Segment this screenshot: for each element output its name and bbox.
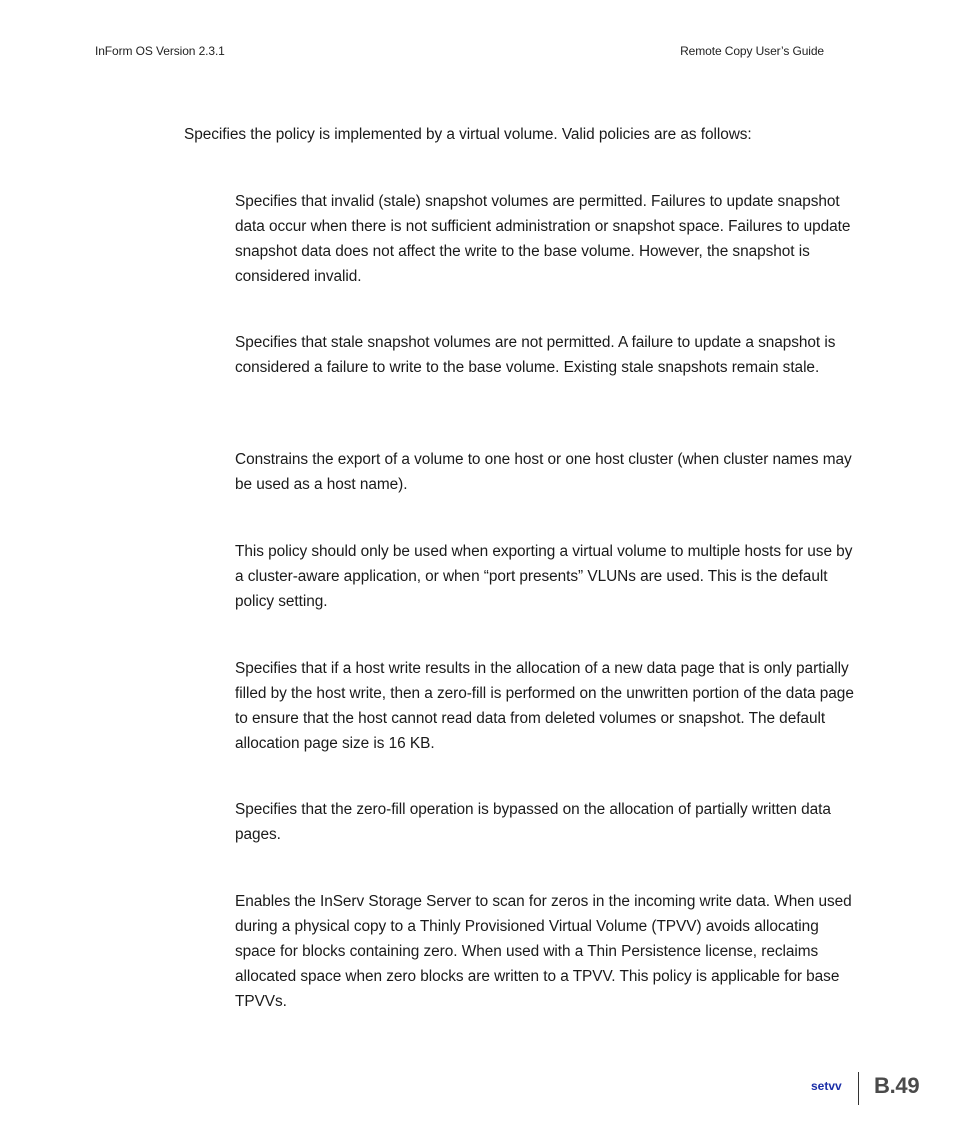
policy-description: Specifies that invalid (stale) snapshot volumes are permitted. Failures to update snapshot data occur when there is not sufficient administration or snapshot space. Failures to update snapshot data does not affect the write to the base volume. However, the snapshot is considered invalid. xyxy=(235,193,851,285)
policy-description: Constrains the export of a volume to one host or one host cluster (when cluster names may be used as a host name). xyxy=(235,451,852,493)
running-header-left: InForm OS Version 2.3.1 xyxy=(95,44,225,58)
policy-description: Specifies that if a host write results in the allocation of a new data page that is only partially filled by the host write, then a zero-fill is performed on the unwritten portion of the data page to ensure that the host cannot read data from deleted volumes or snapshot. The default allocation page size is 16 KB. xyxy=(235,660,854,752)
running-header-right: Remote Copy User’s Guide xyxy=(680,44,824,58)
policy-description: This policy should only be used when exporting a virtual volume to multiple hosts for use by a cluster-aware application, or when “port presents” VLUNs are used. This is the default policy setting. xyxy=(235,543,853,610)
intro-text: Specifies the policy is implemented by a virtual volume. Valid policies are as follows: xyxy=(184,126,752,143)
footer-command-name: setvv xyxy=(811,1079,842,1093)
page-number: B.49 xyxy=(874,1073,920,1098)
footer-divider xyxy=(858,1072,859,1105)
policy-description: Specifies that the zero-fill operation is bypassed on the allocation of partially written data pages. xyxy=(235,801,831,843)
policy-description: Enables the InServ Storage Server to scan for zeros in the incoming write data. When used during a physical copy to a Thinly Provisioned Virtual Volume (TPVV) avoids allocating space for blocks containing zero. When used with a Thin Persistence license, reclaims allocated space when zero blocks are written to a TPVV. This policy is applicable for base TPVVs. xyxy=(235,893,852,1010)
policy-description: Specifies that stale snapshot volumes are not permitted. A failure to update a snapshot is considered a failure to write to the base volume. Existing stale snapshots remain stale. xyxy=(235,334,836,376)
